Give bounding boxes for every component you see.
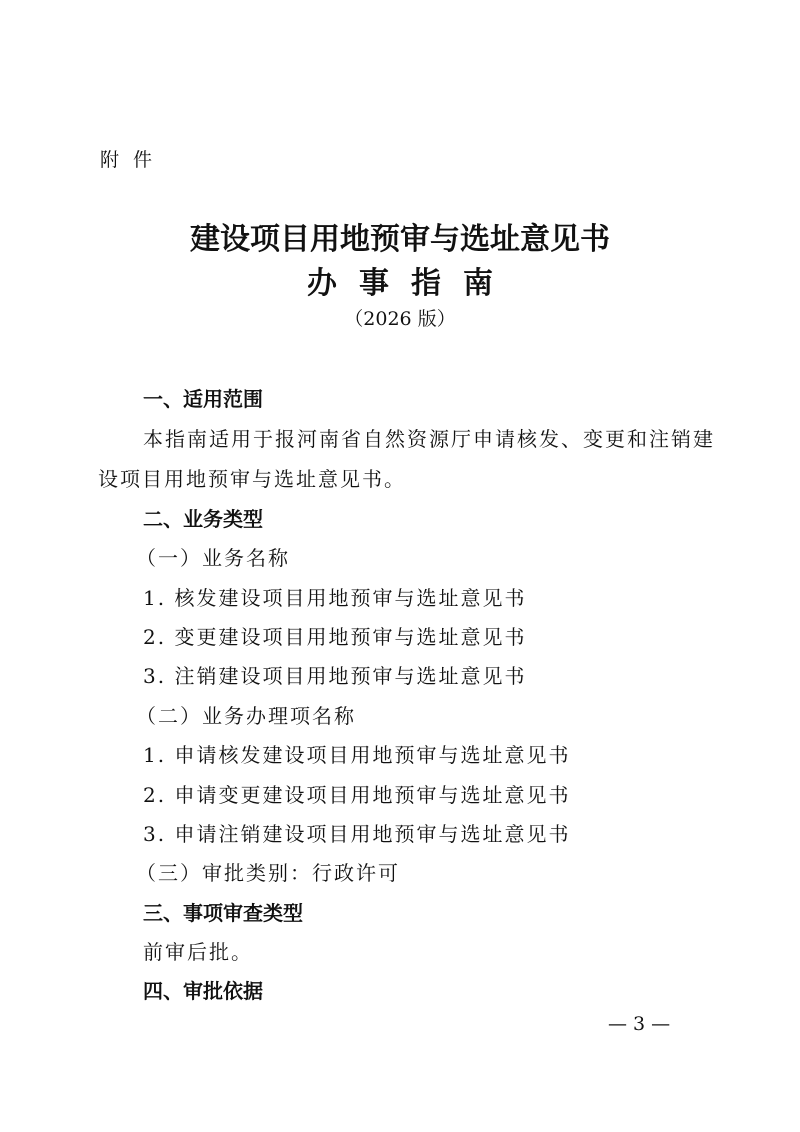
list-item: 1. 核发建设项目用地预审与选址意见书 <box>143 586 527 610</box>
section-heading-approval-basis: 四、审批依据 <box>143 979 263 1003</box>
review-type-paragraph: 前审后批。 <box>143 940 253 964</box>
list-item: 1. 申请核发建设项目用地预审与选址意见书 <box>143 743 571 767</box>
subsection-approval-category: （三）审批类别：行政许可 <box>136 861 400 885</box>
attachment-label: 附件 <box>100 149 167 171</box>
list-item: 3. 注销建设项目用地预审与选址意见书 <box>143 664 527 688</box>
document-title: 建设项目用地预审与选址意见书 <box>190 222 610 257</box>
page-number: — 3 — <box>608 1013 671 1035</box>
list-item: 3. 申请注销建设项目用地预审与选址意见书 <box>143 822 571 846</box>
subsection-handling-item-name: （二）业务办理项名称 <box>136 704 356 728</box>
list-item: 2. 变更建设项目用地预审与选址意见书 <box>143 625 527 649</box>
section-heading-scope: 一、适用范围 <box>143 387 263 411</box>
document-subtitle: 办事指南 <box>307 266 515 301</box>
scope-paragraph-line2: 设项目用地预审与选址意见书。 <box>98 467 406 491</box>
section-heading-review-type: 三、事项审查类型 <box>143 901 303 925</box>
edition-label: （2026 版） <box>344 308 456 330</box>
subsection-business-name: （一）业务名称 <box>136 546 290 570</box>
scope-paragraph-line1: 本指南适用于报河南省自然资源厅申请核发、变更和注销建 <box>143 427 715 451</box>
list-item: 2. 申请变更建设项目用地预审与选址意见书 <box>143 783 571 807</box>
section-heading-business-type: 二、业务类型 <box>143 507 263 531</box>
